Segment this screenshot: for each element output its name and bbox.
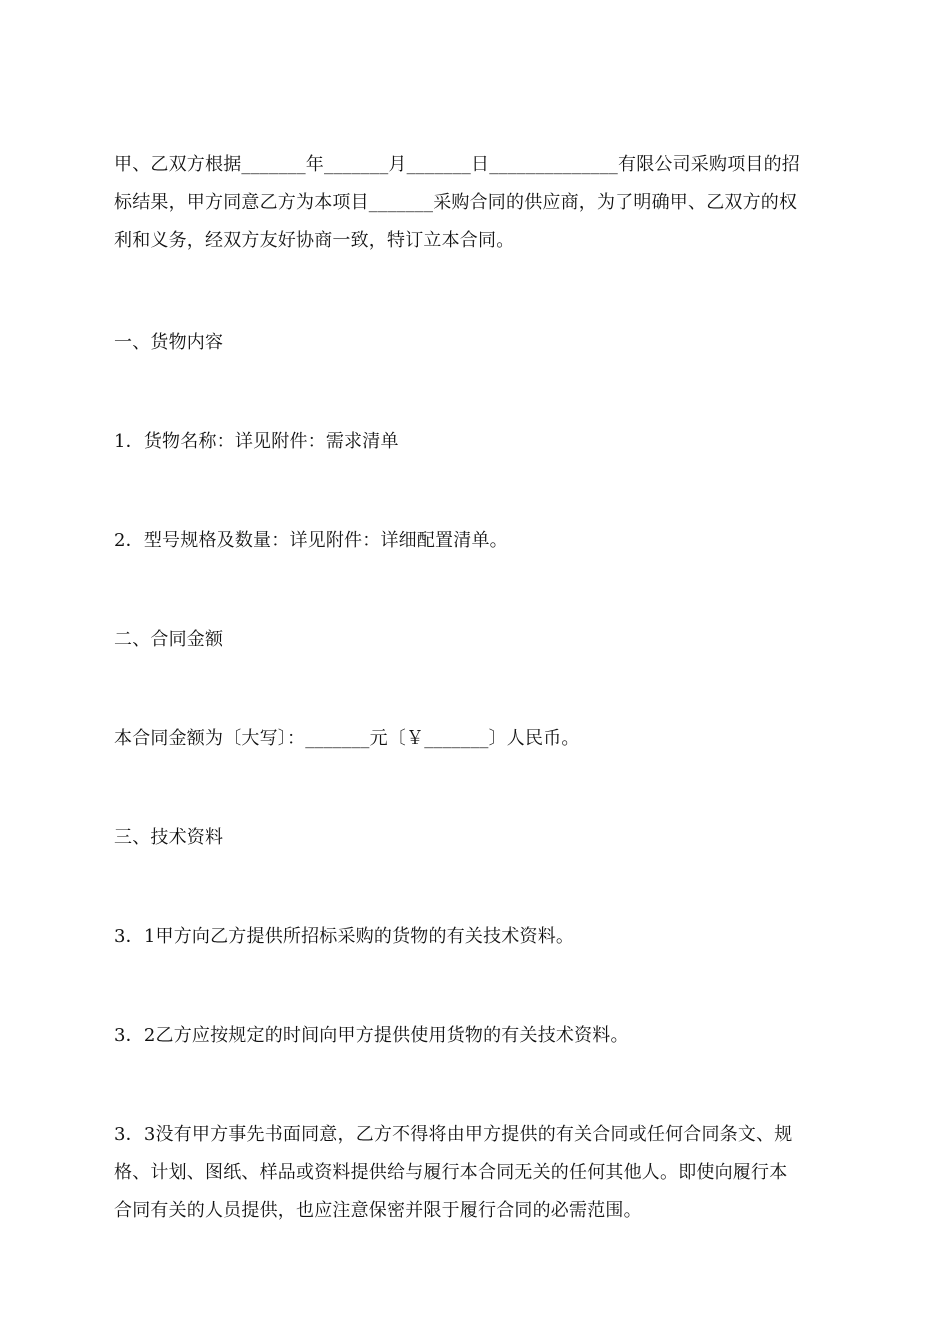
goods-name-clause: 1．货物名称：详见附件：需求清单 — [114, 431, 399, 452]
intro-paragraph — [114, 146, 838, 260]
intro-line-3: 利和义务，经双方友好协商一致，特订立本合同。 — [114, 230, 515, 251]
technical-clause-3-3 — [114, 1116, 838, 1230]
technical-clause-3-2: 3．2乙方应按规定的时间向甲方提供使用货物的有关技术资料。 — [114, 1025, 629, 1046]
clause-3-3-line-1: 3．3没有甲方事先书面同意，乙方不得将由甲方提供的有关合同或任何合同条文、规 — [114, 1124, 793, 1145]
contract-amount-clause: 本合同金额为〔大写〕：_______元〔￥_______〕人民币。 — [114, 728, 580, 749]
intro-line-1: 甲、乙双方根据_______年_______月_______日______________有限公司采购项目的招 — [114, 154, 800, 175]
section-heading-technical: 三、技术资料 — [114, 827, 224, 848]
goods-spec-clause: 2．型号规格及数量：详见附件：详细配置清单。 — [114, 530, 508, 551]
contract-document — [114, 146, 838, 1230]
section-heading-goods: 一、货物内容 — [114, 332, 224, 353]
intro-line-2: 标结果，甲方同意乙方为本项目_______采购合同的供应商，为了明确甲、乙双方的权 — [114, 192, 798, 213]
technical-clause-3-1: 3．1甲方向乙方提供所招标采购的货物的有关技术资料。 — [114, 926, 575, 947]
section-heading-amount: 二、合同金额 — [114, 629, 224, 650]
clause-3-3-line-3: 合同有关的人员提供，也应注意保密并限于履行合同的必需范围。 — [114, 1200, 642, 1221]
clause-3-3-line-2: 格、计划、图纸、样品或资料提供给与履行本合同无关的任何其他人。即使向履行本 — [114, 1162, 788, 1183]
